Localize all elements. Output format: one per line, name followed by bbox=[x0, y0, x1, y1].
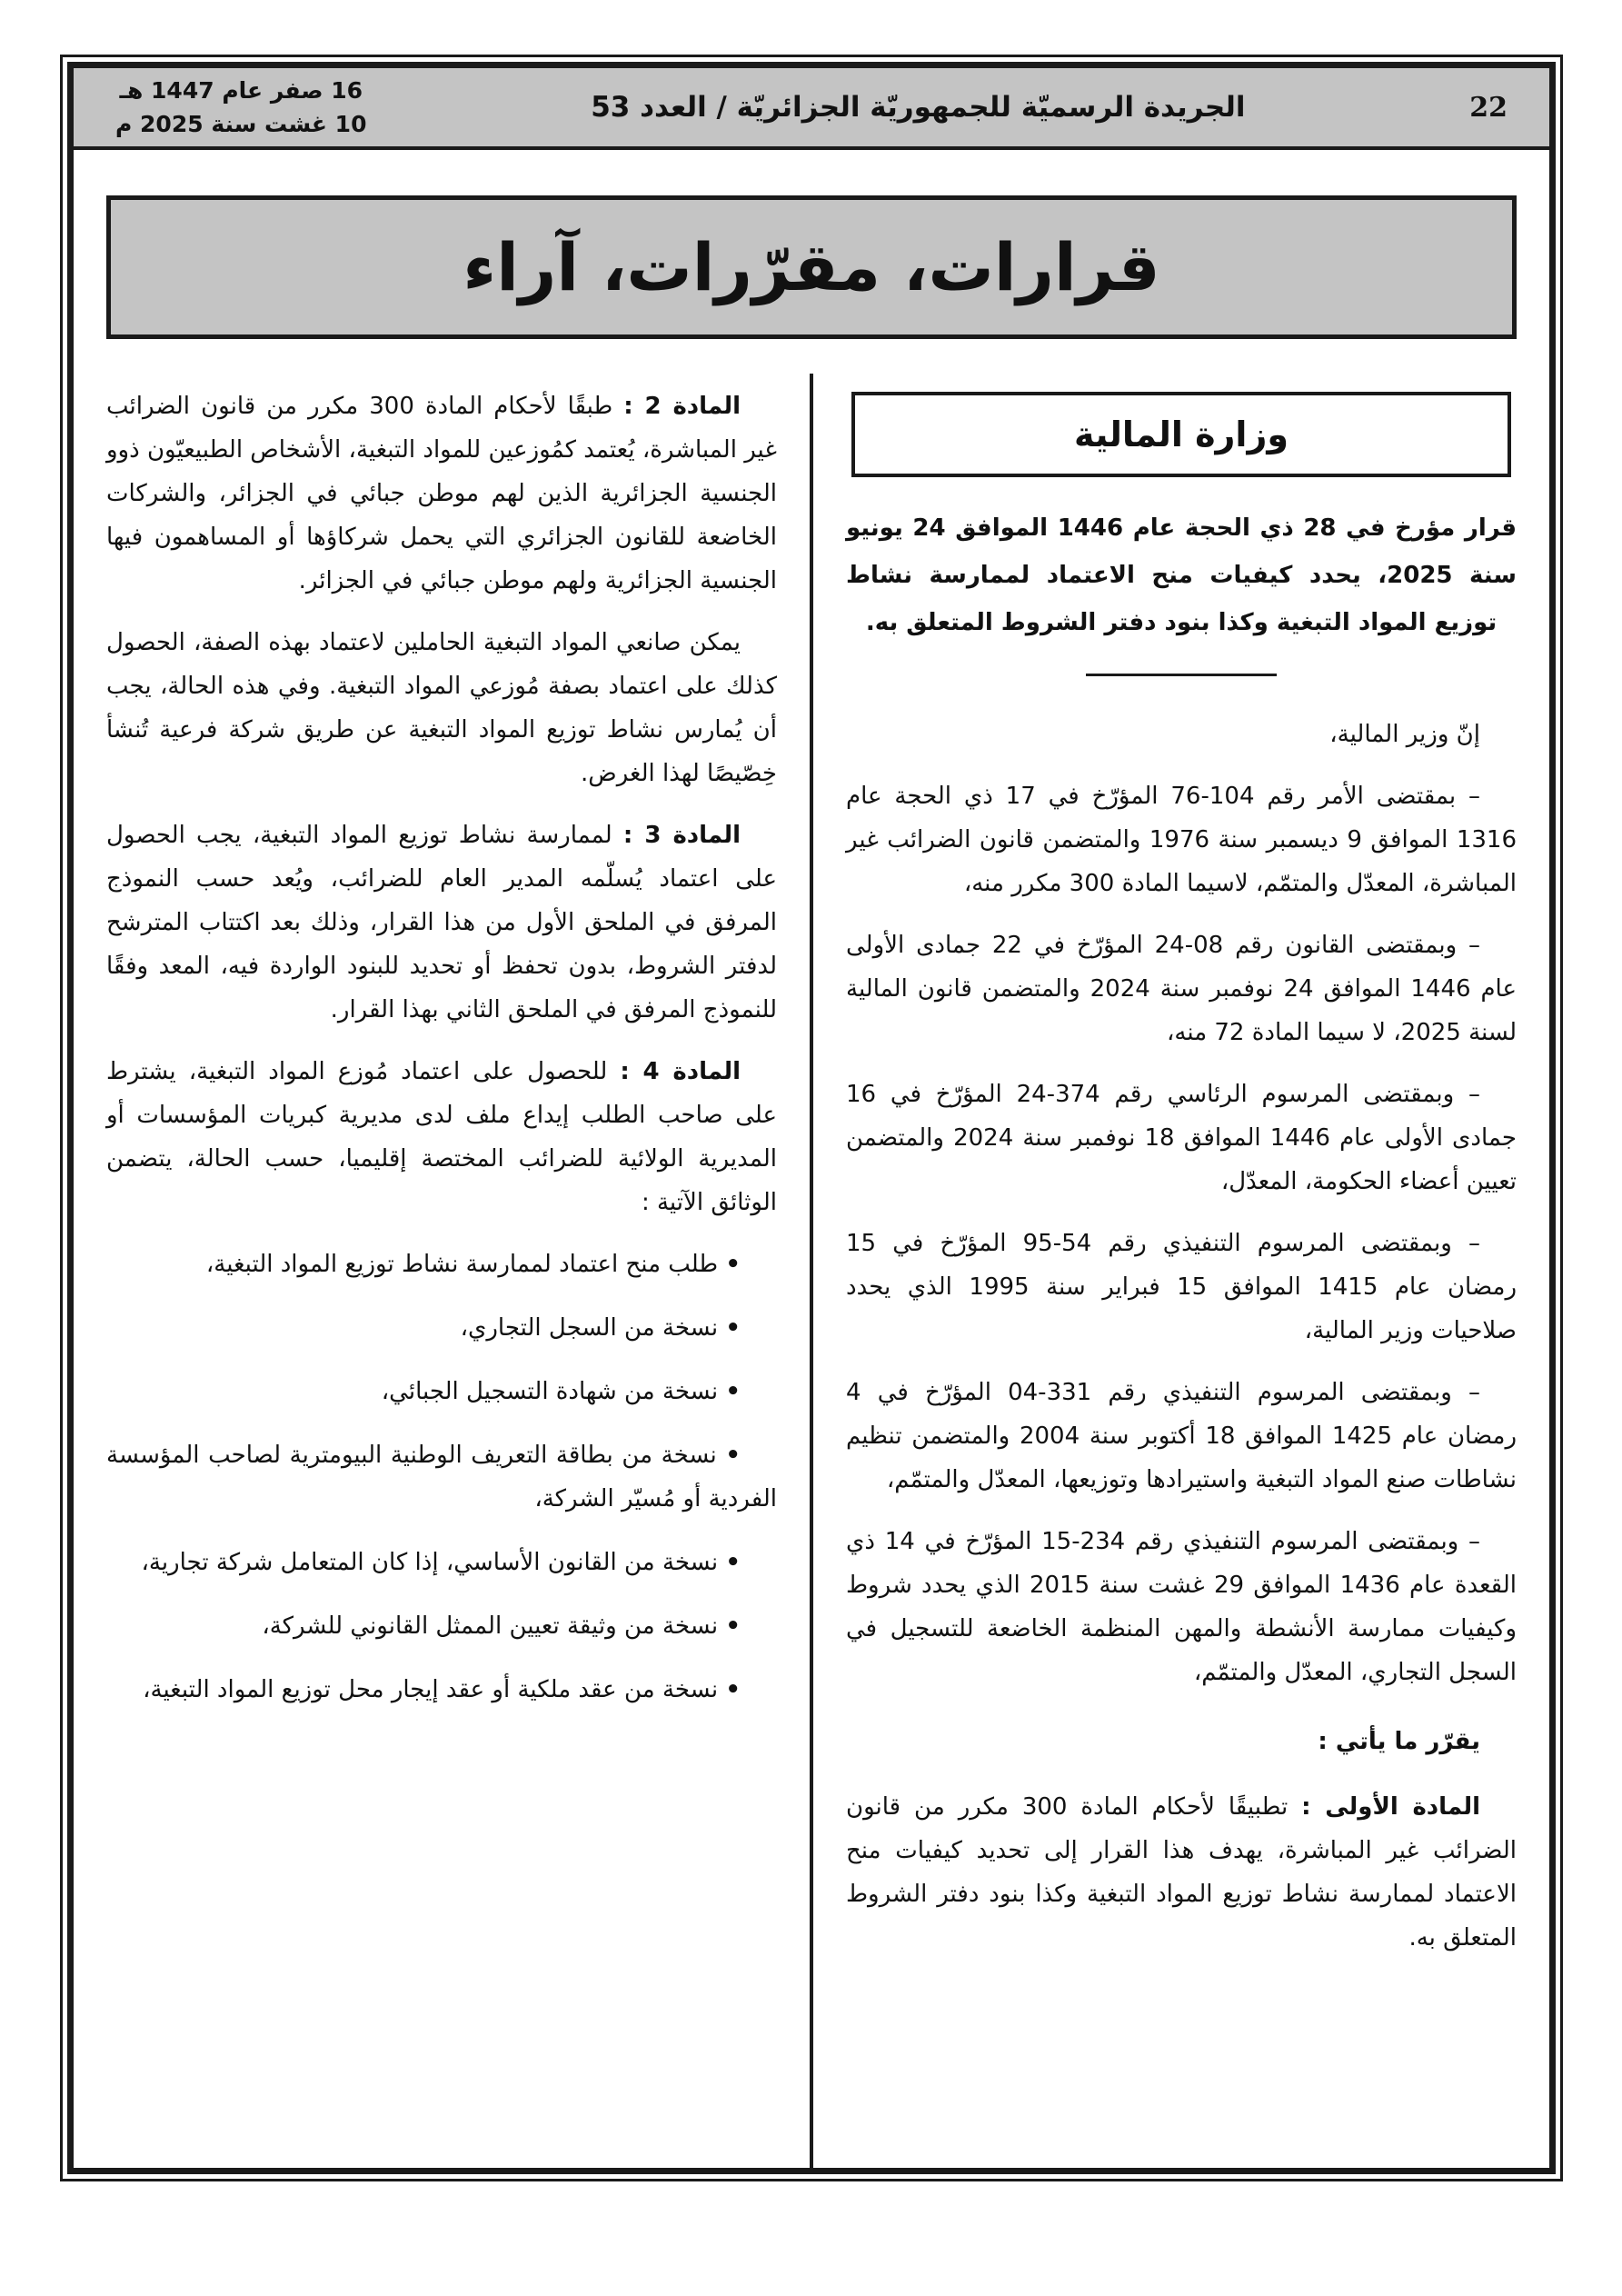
bullet-dot: • bbox=[725, 1549, 741, 1576]
ministry-heading: وزارة المالية bbox=[1074, 414, 1289, 454]
decides-line: يقرّر ما يأتي : bbox=[1318, 1728, 1480, 1755]
header-dates bbox=[115, 74, 366, 142]
bullet-dot: • bbox=[725, 1314, 741, 1342]
columns-area bbox=[74, 374, 1549, 2168]
left-column bbox=[74, 374, 810, 2168]
visa-paragraph-3: – وبمقتضى المرسوم الرئاسي رقم 374-24 المؤرّخ في 16 جمادى الأولى عام 1446 الموافق 18 نوفمبر سنة 2024 والمتضمن تعيين أعضاء الحكومة، المعدّل، bbox=[846, 1081, 1517, 1195]
banner-title: قرارات، مقرّرات، آراء bbox=[463, 229, 1160, 305]
visa-paragraph-2: – وبمقتضى القانون رقم 08-24 المؤرّخ في 22 جمادى الأولى عام 1446 الموافق 24 نوفمبر سنة 2024 والمتضمن قانون المالية لسنة 2025، لا سيما المادة 72 منه، bbox=[846, 932, 1517, 1046]
bullet-dot: • bbox=[725, 1251, 741, 1278]
article-2 bbox=[106, 384, 777, 603]
section-divider-rule bbox=[1086, 674, 1277, 676]
bullet-text-4: نسخة من بطاقة التعريف الوطنية البيومترية لصاحب المؤسسة الفردية أو مُسيّر الشركة، bbox=[106, 1442, 777, 1512]
gregorian-date: 10 غشت سنة 2025 م bbox=[115, 111, 367, 137]
article-4-text: للحصول على اعتماد مُوزع المواد التبغية، يشترط على صاحب الطلب إيداع ملف لدى مديرية كبريات المؤسسات أو المديرية الولائية للضرائب المختصة إقليميا، حسب الحالة، يتضمن الوثائق الآتية : bbox=[106, 1058, 777, 1216]
page-number: 22 bbox=[1469, 91, 1508, 124]
bullet-text-1: طلب منح اعتماد لممارسة نشاط توزيع المواد التبغية، bbox=[205, 1251, 719, 1278]
bullet-item-3 bbox=[106, 1370, 777, 1413]
bullet-text-5: نسخة من القانون الأساسي، إذا كان المتعامل شركة تجارية، bbox=[141, 1549, 719, 1576]
column-divider bbox=[810, 374, 813, 2168]
hijri-date: 16 صفر عام 1447 هـ bbox=[119, 76, 363, 104]
bullet-item-5 bbox=[106, 1541, 777, 1584]
header-band bbox=[74, 68, 1549, 150]
ministry-heading-box bbox=[851, 392, 1511, 477]
decree-title: قرار مؤرخ في 28 ذي الحجة عام 1446 الموافق 24 يونيو سنة 2025، يحدد كيفيات منح الاعتماد لممارسة نشاط توزيع المواد التبغية وكذا بنود دفتر الشروط المتعلق به. bbox=[846, 514, 1517, 636]
article-1-text: تطبيقًا لأحكام المادة 300 مكرر من قانون الضرائب غير المباشرة، يهدف هذا القرار إلى تحديد كيفيات منح الاعتماد لممارسة نشاط توزيع المواد التبغية وكذا بنود دفتر الشروط المتعلق به. bbox=[846, 1793, 1517, 1952]
bullet-item-7 bbox=[106, 1668, 777, 1712]
section-banner bbox=[106, 195, 1517, 339]
article-2-label: المادة 2 : bbox=[623, 393, 741, 420]
bullet-item-2 bbox=[106, 1306, 777, 1350]
visa-paragraph-4: – وبمقتضى المرسوم التنفيذي رقم 54-95 المؤرّخ في 15 رمضان عام 1415 الموافق 15 فبراير سنة 1995 الذي يحدد صلاحيات وزير المالية، bbox=[846, 1230, 1517, 1344]
visa-paragraph-6: – وبمقتضى المرسوم التنفيذي رقم 234-15 المؤرّخ في 14 ذي القعدة عام 1436 الموافق 29 غشت سنة 2015 الذي يحدد شروط وكيفيات ممارسة الأنشطة والمهن المنظمة الخاضعة للتسجيل في السجل التجاري، المعدّل والمتمّم، bbox=[846, 1528, 1517, 1686]
journal-title: الجريدة الرسميّة للجمهوريّة الجزائريّة / العدد 53 bbox=[591, 91, 1246, 124]
right-column bbox=[813, 374, 1549, 2168]
bullet-item-6 bbox=[106, 1604, 777, 1648]
bullet-dot: • bbox=[725, 1612, 741, 1640]
page-border bbox=[60, 55, 1563, 2181]
bullet-text-3: نسخة من شهادة التسجيل الجبائي، bbox=[381, 1378, 719, 1405]
article-3 bbox=[106, 814, 777, 1032]
article-4-label: المادة 4 : bbox=[620, 1058, 741, 1085]
page-inner-border bbox=[67, 62, 1556, 2174]
bullet-text-6: نسخة من وثيقة تعيين الممثل القانوني للشركة، bbox=[262, 1612, 719, 1640]
bullet-dot: • bbox=[725, 1442, 741, 1469]
bullet-text-2: نسخة من السجل التجاري، bbox=[460, 1314, 719, 1342]
bullet-dot: • bbox=[725, 1378, 741, 1405]
article-2-followup: يمكن صانعي المواد التبغية الحاملين لاعتماد بهذه الصفة، الحصول كذلك على اعتماد بصفة مُوزعي المواد التبغية. وفي هذه الحالة، يجب أن يُمارس نشاط توزيع المواد التبغية عن طريق شركة فرعية تُنشأ خِصّيصًا لهذا الغرض. bbox=[106, 629, 777, 787]
minister-intro: إنّ وزير المالية، bbox=[1329, 721, 1480, 748]
article-4 bbox=[106, 1050, 777, 1224]
article-1 bbox=[846, 1785, 1517, 1960]
bullet-item-1 bbox=[106, 1243, 777, 1286]
article-2-text: طبقًا لأحكام المادة 300 مكرر من قانون الضرائب غير المباشرة، يُعتمد كمُوزعين للمواد التبغية، الأشخاص الطبيعيّون ذوو الجنسية الجزائرية الذين لهم موطن جبائي في الجزائر، والشركات الخاضعة للقانون الجزائري التي يحمل شركاؤها أو المساهمون فيها الجنسية الجزائرية ولهم موطن جبائي في الجزائر. bbox=[106, 393, 777, 594]
visa-paragraph-1: – بمقتضى الأمر رقم 104-76 المؤرّخ في 17 ذي الحجة عام 1316 الموافق 9 ديسمبر سنة 1976 والمتضمن قانون الضرائب غير المباشرة، المعدّل والمتمّم، لاسيما المادة 300 مكرر منه، bbox=[846, 783, 1517, 897]
visa-paragraph-5: – وبمقتضى المرسوم التنفيذي رقم 331-04 المؤرّخ في 4 رمضان عام 1425 الموافق 18 أكتوبر سنة 2004 والمتضمن تنظيم نشاطات صنع المواد التبغية واستيرادها وتوزيعها، المعدّل والمتمّم، bbox=[846, 1379, 1518, 1493]
bullet-dot: • bbox=[725, 1676, 741, 1703]
article-1-label: المادة الأولى : bbox=[1301, 1793, 1481, 1821]
article-3-label: المادة 3 : bbox=[622, 822, 741, 849]
article-3-text: لممارسة نشاط توزيع المواد التبغية، يجب الحصول على اعتماد يُسلّمه المدير العام للضرائب، ويُعد حسب النموذج المرفق في الملحق الأول من هذا القرار، وذلك بعد اكتتاب المترشح لدفتر الشروط، بدون تحفظ أو تحديد للبنود الواردة فيه، المعد وفقًا للنموذج المرفق في الملحق الثاني بهذا القرار. bbox=[106, 822, 777, 1023]
bullet-text-7: نسخة من عقد ملكية أو عقد إيجار محل توزيع المواد التبغية، bbox=[143, 1676, 719, 1703]
bullet-item-4 bbox=[106, 1433, 777, 1521]
